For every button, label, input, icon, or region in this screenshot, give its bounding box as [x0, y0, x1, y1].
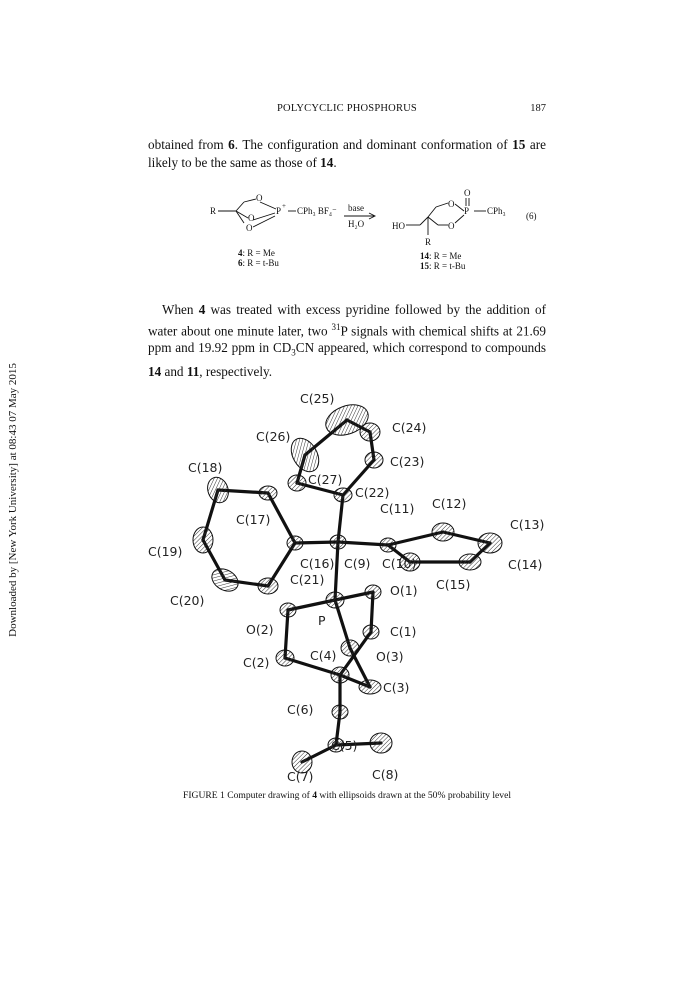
scheme-right-p: P: [464, 206, 470, 216]
scheme-right-o-double: O: [464, 188, 471, 198]
scheme-left-suffix: CPh₃ BF₄⁻: [297, 206, 337, 216]
atom-label-c19: C(19): [148, 544, 183, 559]
atom-label-c16: C(16): [300, 556, 335, 571]
atom-label-c23: C(23): [390, 454, 425, 469]
caption-compound-ref: 4: [312, 790, 318, 801]
scheme-label-14: 14: R = Me: [420, 251, 462, 261]
atom-label-c8: C(8): [372, 767, 399, 782]
compound-ref-14: 14: [320, 154, 334, 170]
scheme-left-o-top: O: [256, 193, 263, 203]
p2-text-6: , respectively.: [199, 363, 273, 379]
scheme-right-o-ring2: O: [448, 221, 455, 231]
scheme-reagent-bottom: H₂O: [348, 219, 365, 229]
compound-ref-4: 4: [198, 302, 206, 317]
atom-label-c17: C(17): [236, 512, 271, 527]
caption-label: FIGURE 1: [182, 790, 225, 801]
scheme-left-charge: +: [282, 202, 286, 210]
page-number: 187: [530, 103, 546, 114]
atom-label-c13: C(13): [510, 517, 545, 532]
atom-label-c5: C(5): [331, 738, 358, 753]
scheme-label-4: 4: R = Me: [238, 248, 275, 258]
atom-label-c12: C(12): [432, 496, 467, 511]
atom-label-c14: C(14): [508, 557, 543, 572]
atom-label-c2: C(2): [243, 655, 270, 670]
p2-text-2: was treated with excess pyridine followed by the addition of water about one minute later, two: [148, 302, 546, 338]
atom-label-c11: C(11): [380, 501, 415, 516]
atom-label-c15: C(15): [436, 577, 471, 592]
compound-ref-15: 15: [512, 137, 526, 152]
p2-text-4: CN appeared, which correspond to compounds: [295, 340, 546, 356]
atom-label-c21: C(21): [290, 572, 325, 587]
p2-text-1: When: [162, 302, 199, 317]
caption-text-a: Computer drawing of: [224, 790, 313, 801]
atom-label-o1: O(1): [390, 583, 418, 598]
caption-text-b: with ellipsoids drawn at the 50% probability level: [317, 790, 512, 801]
scheme-right-ho: HO: [392, 221, 405, 231]
atom-label-p: P: [318, 613, 326, 628]
atom-label-c18: C(18): [188, 460, 223, 475]
atom-label-c4: C(4): [310, 648, 337, 663]
scheme-left-p: P: [276, 206, 282, 216]
scheme-reagent-top: base: [348, 203, 364, 213]
scheme-right-o-ring1: O: [448, 199, 455, 209]
scheme-label-15: 15: R = t-Bu: [420, 261, 466, 271]
scheme-left-o-bot: O: [246, 223, 253, 233]
atom-label-o3: O(3): [376, 649, 404, 664]
atom-labels: [148, 391, 544, 784]
equation-number: (6): [526, 211, 537, 221]
atom-label-c22: C(22): [355, 485, 390, 500]
running-title: POLYCYCLIC PHOSPHORUS: [277, 103, 417, 114]
download-notice-text: Downloaded by [New York University] at 08:43 07 May 2015: [7, 363, 19, 637]
p1-text-d: .: [333, 154, 337, 170]
p1-text-b: . The configuration and dominant conformation of: [234, 137, 513, 152]
scheme-left-o-mid: O: [248, 213, 255, 223]
scheme-right-r: R: [425, 237, 432, 247]
p2-text-5: and: [161, 363, 187, 379]
scheme-right-suffix: CPh₃: [487, 206, 506, 216]
p2-subscript: 3: [291, 348, 296, 359]
figure-caption: [148, 790, 546, 801]
p1-text-c: are likely to be the same as those of: [148, 137, 546, 170]
p2-text-3: P signals with chemical shifts at 21.69 ppm and 19.92 ppm in CD: [148, 322, 546, 356]
atom-label-c25: C(25): [300, 391, 335, 406]
atom-label-c1: C(1): [390, 624, 417, 639]
compound-ref-11: 11: [186, 363, 200, 379]
atom-label-c20: C(20): [170, 593, 205, 608]
atom-label-c9: C(9): [344, 556, 371, 571]
scheme-label-6: 6: R = t-Bu: [238, 258, 279, 268]
compound-ref-6: 6: [228, 137, 235, 152]
atom-label-c3: C(3): [383, 680, 410, 695]
atom-label-c10: C(10): [382, 556, 417, 571]
atom-label-c6: C(6): [287, 702, 314, 717]
compound-ref-14b: 14: [148, 363, 162, 379]
p1-text-a: obtained from: [148, 137, 229, 152]
scheme-left-r: R: [210, 206, 217, 216]
atom-label-c27: C(27): [308, 472, 343, 487]
atom-label-c26: C(26): [256, 429, 291, 444]
atom-label-o2: O(2): [246, 622, 274, 637]
atom-label-c7: C(7): [287, 769, 314, 784]
atom-label-c24: C(24): [392, 420, 427, 435]
p2-superscript: 31: [331, 321, 341, 332]
